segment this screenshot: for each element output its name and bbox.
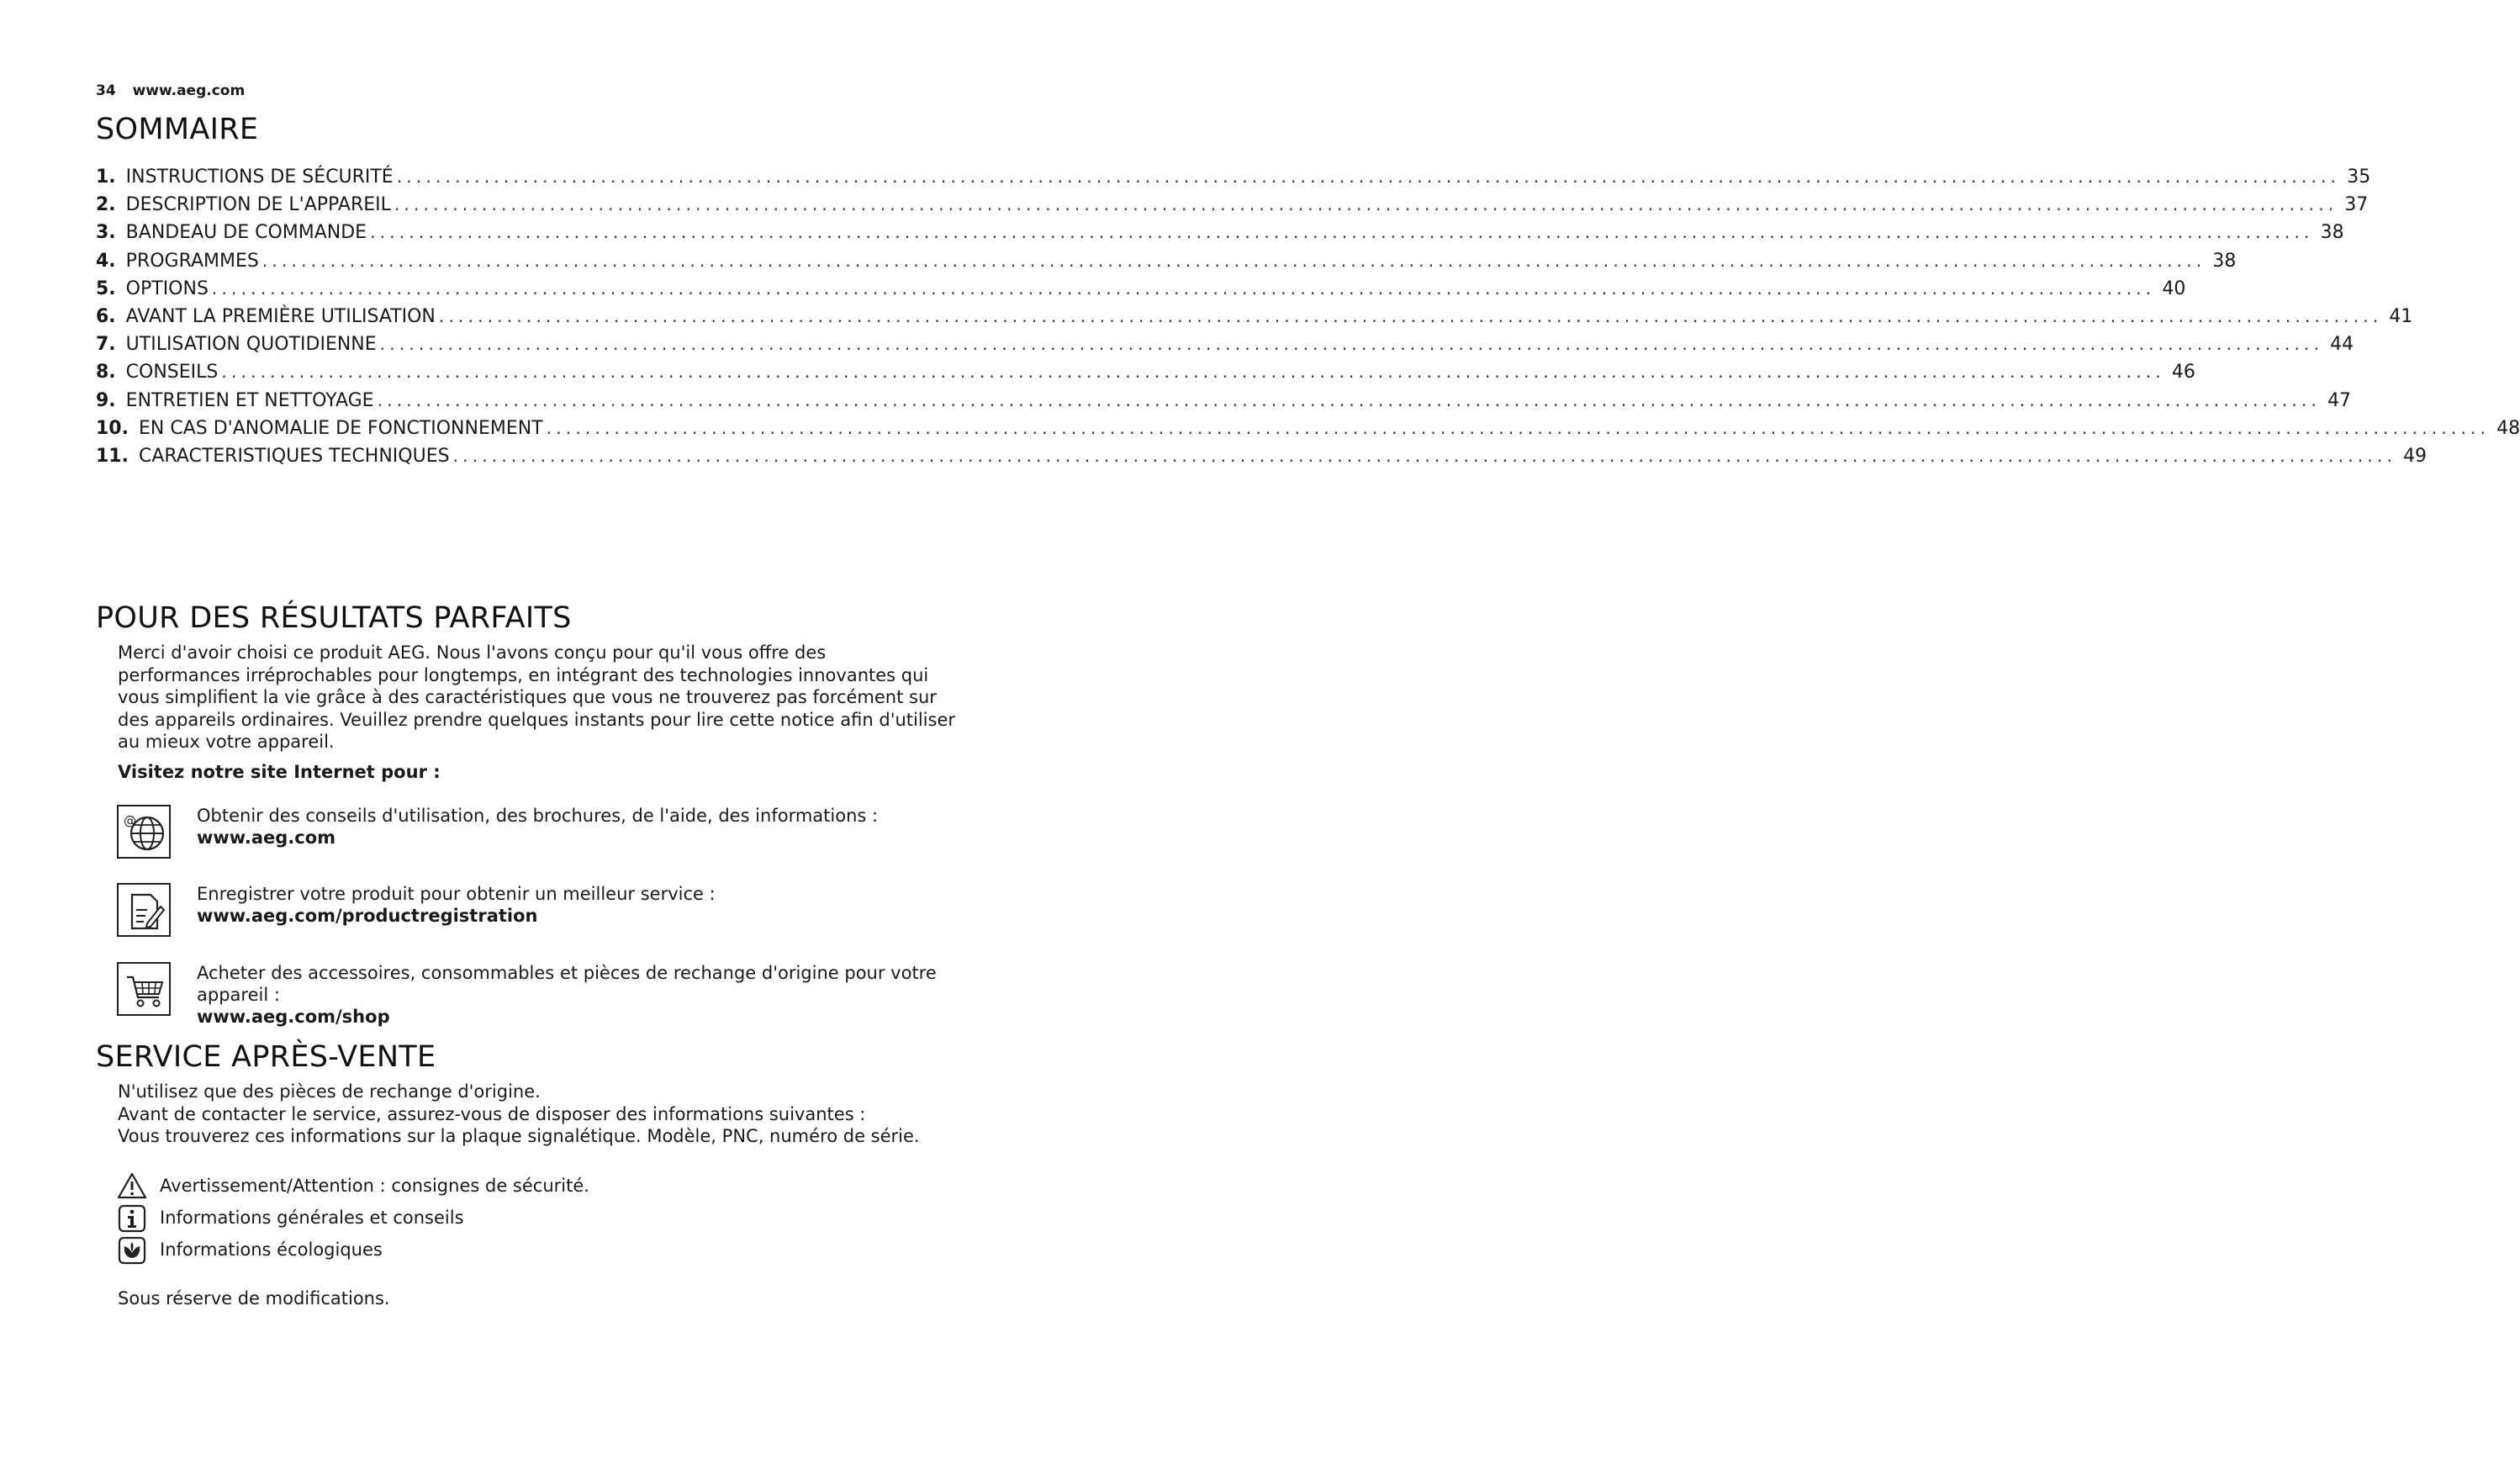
web-item-description: Acheter des accessoires, consommables et pièces de rechange d'origine pour votre xyxy=(197,963,937,983)
toc-entry-number: 6. xyxy=(96,305,116,327)
service-line: Avant de contacter le service, assurez-vous de disposer des informations suivantes : xyxy=(118,1103,866,1124)
toc-entry[interactable] xyxy=(96,250,2237,278)
toc-leader-dots: ........................................................................................................................................................................................................ xyxy=(211,278,2156,299)
toc-entry-title: INSTRUCTIONS DE SÉCURITÉ xyxy=(125,167,394,188)
toc-entry-title: BANDEAU DE COMMANDE xyxy=(125,222,367,244)
legend-text: Informations générales et conseils xyxy=(160,1208,464,1228)
legend-eco xyxy=(117,1235,705,1266)
toc-leader-dots: ........................................................................................................................................................................................................ xyxy=(546,417,2491,438)
registration-icon xyxy=(117,883,171,937)
toc-entry-number: 9. xyxy=(96,389,116,411)
toc-entry-page: 46 xyxy=(2171,362,2195,383)
toc-entry-page: 41 xyxy=(2389,305,2413,327)
toc-entry[interactable] xyxy=(96,305,2413,334)
intro-line: performances irréprochables pour longtemps, en intégrant des technologies innovantes qui xyxy=(118,664,929,685)
intro-line: Merci d'avoir choisi ce produit AEG. Nous l'avons conçu pour qu'il vous offre des xyxy=(118,642,827,663)
toc-entry-page: 44 xyxy=(2330,334,2354,356)
toc-leader-dots: ........................................................................................................................................................................................................ xyxy=(438,305,2383,326)
toc-entry-page: 49 xyxy=(2403,445,2428,467)
toc-entry-title: OPTIONS xyxy=(125,278,209,299)
toc-heading: SOMMAIRE xyxy=(96,113,259,146)
toc-leader-dots: ........................................................................................................................................................................................................ xyxy=(452,445,2397,466)
warning-icon xyxy=(117,1171,147,1202)
header-site: www.aeg.com xyxy=(132,82,246,99)
legend-warning xyxy=(117,1171,705,1202)
toc-entry[interactable] xyxy=(96,334,2354,362)
legend-text: Avertissement/Attention : consignes de sécurité. xyxy=(160,1176,589,1196)
results-intro xyxy=(118,642,959,753)
legend-info xyxy=(117,1203,705,1234)
page-number: 34 xyxy=(96,82,116,99)
intro-line: vous simplifient la vie grâce à des caractéristiques que vous ne trouverez pas forcément sur xyxy=(118,687,937,707)
toc-entry[interactable] xyxy=(96,194,2369,222)
web-item-description: appareil : xyxy=(197,985,280,1005)
toc-entry-page: 40 xyxy=(2162,278,2186,299)
toc-entry[interactable] xyxy=(96,362,2195,389)
toc-entry-number: 2. xyxy=(96,194,116,216)
toc-entry-number: 10. xyxy=(96,417,129,439)
toc-entry[interactable] xyxy=(96,417,2520,446)
info-icon xyxy=(117,1203,147,1234)
shopping-cart-icon xyxy=(117,962,171,1016)
service-text xyxy=(118,1081,959,1148)
web-link[interactable]: www.aeg.com/shop xyxy=(197,1007,390,1027)
toc-entry-title: UTILISATION QUOTIDIENNE xyxy=(125,334,377,356)
toc-leader-dots: ........................................................................................................................................................................................................ xyxy=(379,334,2324,355)
toc-entry[interactable] xyxy=(96,167,2371,194)
toc-entry-page: 48 xyxy=(2496,417,2520,439)
service-line: Vous trouverez ces informations sur la plaque signalétique. Modèle, PNC, numéro de série. xyxy=(118,1126,920,1146)
service-heading: SERVICE APRÈS-VENTE xyxy=(96,1040,436,1074)
toc-entry-page: 37 xyxy=(2344,194,2369,216)
web-item-description: Enregistrer votre produit pour obtenir un meilleur service : xyxy=(197,884,716,904)
toc-leader-dots: ........................................................................................................................................................................................................ xyxy=(370,222,2314,243)
legend-text: Informations écologiques xyxy=(160,1240,383,1260)
web-item-description: Obtenir des conseils d'utilisation, des brochures, de l'aide, des informations : xyxy=(197,806,879,826)
toc-entry[interactable] xyxy=(96,445,2428,473)
footer-note: Sous réserve de modifications. xyxy=(118,1288,390,1308)
toc-entry-number: 11. xyxy=(96,445,129,467)
web-item-text xyxy=(197,962,954,1028)
toc-entry-page: 38 xyxy=(2212,250,2237,272)
toc-entry-title: EN CAS D'ANOMALIE DE FONCTIONNEMENT xyxy=(138,417,543,439)
svg-text:@: @ xyxy=(124,813,136,828)
toc-leader-dots: ........................................................................................................................................................................................................ xyxy=(396,167,2341,187)
toc-entry[interactable] xyxy=(96,389,2352,418)
toc-entry-title: PROGRAMMES xyxy=(125,250,259,272)
toc-entry-number: 3. xyxy=(96,222,116,244)
toc-entry-title: CONSEILS xyxy=(125,362,219,383)
intro-line: au mieux votre appareil. xyxy=(118,732,335,752)
toc-entry-number: 1. xyxy=(96,167,116,188)
toc-entry-title: AVANT LA PREMIÈRE UTILISATION xyxy=(125,305,436,327)
toc-entry-page: 47 xyxy=(2327,389,2352,411)
visit-label: Visitez notre site Internet pour : xyxy=(118,762,441,782)
globe-icon xyxy=(117,805,171,859)
web-item-text xyxy=(197,805,954,849)
eco-icon xyxy=(117,1235,147,1266)
toc-entry-title: ENTRETIEN ET NETTOYAGE xyxy=(125,389,374,411)
toc-entry[interactable] xyxy=(96,278,2186,306)
toc-leader-dots: ........................................................................................................................................................................................................ xyxy=(377,389,2322,410)
toc-leader-dots: ........................................................................................................................................................................................................ xyxy=(394,194,2338,215)
toc-entry-title: CARACTERISTIQUES TECHNIQUES xyxy=(138,445,450,467)
web-link[interactable]: www.aeg.com xyxy=(197,827,336,848)
toc-entry-number: 5. xyxy=(96,278,116,299)
intro-line: des appareils ordinaires. Veuillez prendre quelques instants pour lire cette notice afin d'utiliser xyxy=(118,709,956,730)
service-line: N'utilisez que des pièces de rechange d'origine. xyxy=(118,1081,541,1102)
table-of-contents xyxy=(96,167,2520,473)
toc-entry-page: 38 xyxy=(2320,222,2344,244)
toc-leader-dots: ........................................................................................................................................................................................................ xyxy=(221,362,2165,383)
toc-entry-page: 35 xyxy=(2347,167,2371,188)
toc-entry-number: 4. xyxy=(96,250,116,272)
toc-entry-number: 8. xyxy=(96,362,116,383)
toc-entry[interactable] xyxy=(96,222,2344,250)
page-header xyxy=(96,82,245,99)
toc-entry-number: 7. xyxy=(96,334,116,356)
web-item-text xyxy=(197,883,954,927)
web-link[interactable]: www.aeg.com/productregistration xyxy=(197,906,538,926)
toc-leader-dots: ........................................................................................................................................................................................................ xyxy=(262,250,2206,271)
toc-entry-title: DESCRIPTION DE L'APPAREIL xyxy=(125,194,391,216)
results-heading: POUR DES RÉSULTATS PARFAITS xyxy=(96,601,572,635)
